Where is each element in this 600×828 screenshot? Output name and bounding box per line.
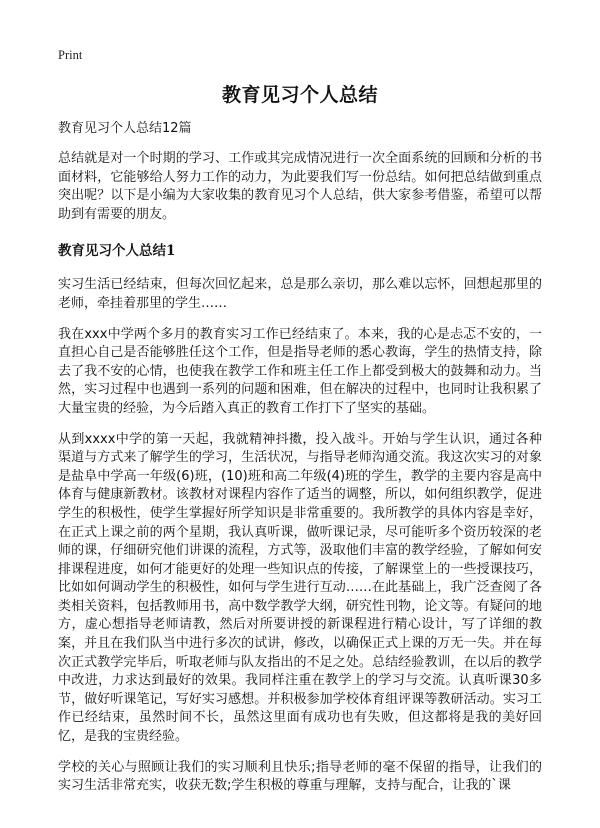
body-paragraph-1: 实习生活已经结束，但每次回忆起来，总是那么亲切，那么难以忘怀，回想起那里的老师，牵挂着那里的学生……: [58, 277, 542, 311]
intro-paragraph: 总结就是对一个时期的学习、工作或其完成情况进行一次全面系统的回顾和分析的书面材料，它能够给人努力工作的动力，为此要我们写一份总结。如何把总结做到重点突出呢？以下是小编为大家收集的教育见习个人总结，供大家参考借鉴，希望可以帮助到有需要的朋友。: [58, 151, 542, 222]
page-title: 教育见习个人总结: [221, 84, 378, 106]
print-link[interactable]: Print: [58, 48, 83, 62]
body-paragraph-2: 我在xxx中学两个多月的教育实习工作已经结束了。本来，我的心是忐忑不安的，一直担心自己是否能够胜任这个工作，但是指导老师的悉心教诲，学生的热情支持，除去了我不安的心情，也使我在教学工作和班主任工作上都受到极大的鼓舞和动力。当然，实习过程中也遇到一系列的问题和困难，但在解决的过程中，也同时让我积累了大量宝贵的经验，为今后踏入真正的教育工作打下了坚实的基础。: [58, 326, 542, 416]
article-body: [58, 120, 542, 808]
body-paragraph-3: 从到xxxx中学的第一天起，我就精神抖擞，投入战斗。开始与学生认识，通过各种渠道与方式来了解学生的学习，生活状况，与指导老师沟通交流。我这次实习的对象是盐阜中学高一年级(6)班，(10)班和高二年级(4)班的学生，教学的主要内容是高中体育与健康新教材。该教材对课程内容作了适当的调整，所以，如何组织教学，促进学生的积极性，使学生掌握好所学知识是非常重要的。我所教学的具体内容是幸好，在正式上课之前的两个星期，我认真听课，做听课记录，尽可能听多个资历较深的老师的课，仔细研究他们讲课的流程，方式等，汲取他们丰富的教学经验，了解如何安排课程进度，如何才能更好的处理一些知识点的传接，了解课堂上的一些授课技巧，比如如何调动学生的积极性，如何与学生进行互动……在此基础上，我广泛查阅了各类相关资料，包括教师用书，高中数学教学大纲，研究性刊物，论文等。有疑问的地方，虚心想指导老师请教，然后对所要讲授的新课程进行精心设计，写了详细的教案，并且在我们队当中进行多次的试讲，修改，以确保正式上课的万无一失。并在每次正式教学完毕后，听取老师与队友指出的不足之处。总结经验教训，在以后的教学中改进，力求达到最好的效果。我同样注重在教学上的学习与交流。认真听课30多节，做好听课笔记，写好实习感想。并积极参加学校体育组评课等教研活动。实习工作已经结束，虽然时间不长，虽然这里面有成功也有失败，但这都将是我的美好回忆，是我的宝贵经验。: [58, 431, 542, 745]
body-paragraph-4: 学校的关心与照顾让我们的实习顺利且快乐;指导老师的毫不保留的指导，让我们的实习生活非常充实，收获无数;学生积极的尊重与理解，支持与配合，让我的`课: [58, 759, 542, 794]
article-subtitle: 教育见习个人总结12篇: [58, 121, 192, 136]
section-heading: 教育见习个人总结1: [58, 243, 176, 260]
